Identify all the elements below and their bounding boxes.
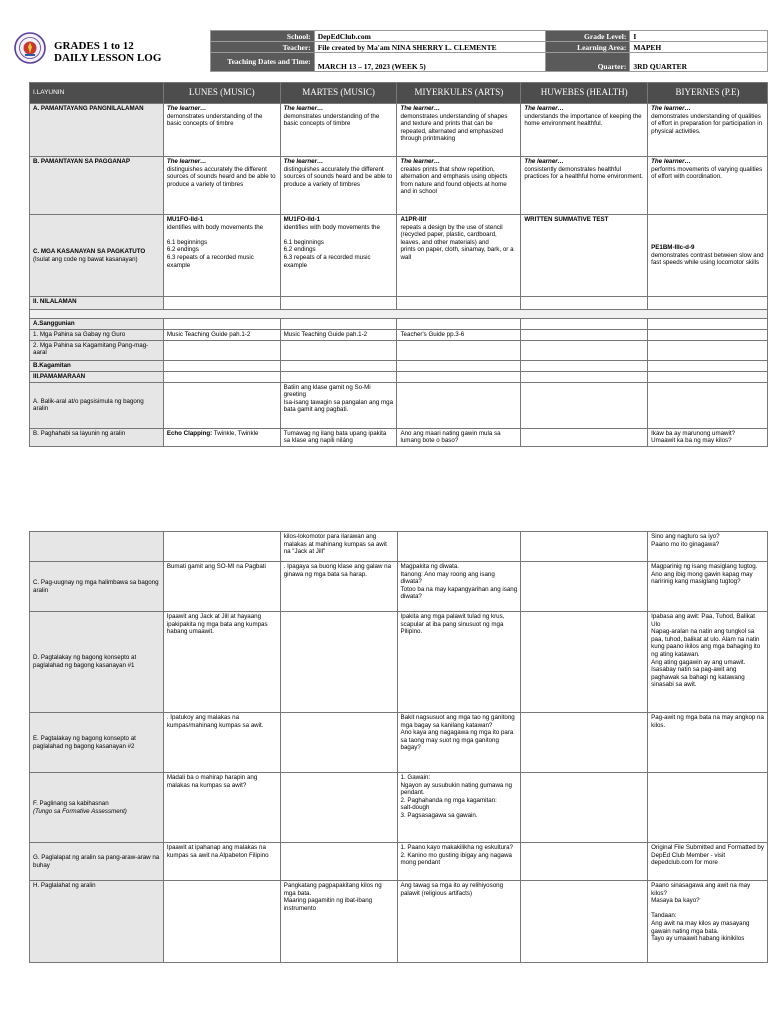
table-row	[30, 104, 768, 157]
cell	[163, 157, 280, 215]
cell: kilos-lokomotor para ilarawan ang malakas at mahinang kumpas sa awit na "Jack at Jill"	[280, 532, 397, 562]
cell-text: distinguishes accurately the different sources of sounds heard and be able to produce a variety of timbres	[283, 165, 393, 188]
cell: Teacher's Guide pp.3-6	[397, 330, 521, 341]
cell	[163, 104, 280, 157]
col-header-thursday: HUWEBES (HEALTH)	[521, 83, 648, 104]
cell: . Ipatukoy ang malakas na kumpas/mahinang kumpas sa awit.	[163, 713, 280, 773]
section-row	[30, 360, 768, 371]
cell-text: creates prints that show repetition, alternation and emphasis using objects from nature and found objects at home and in school	[400, 165, 508, 196]
cell: Ipaawit ang Jack at Jill at hayaang ipakipakita ng mga bata ang kumpas habang umaawit.	[163, 612, 280, 713]
cell-lead: The learner…	[400, 105, 441, 112]
competency-code: A1PR-IIIf	[400, 216, 427, 223]
cell: Ikaw ba ay marunong umawit? Umaawit ka ba ng may kilos?	[648, 428, 768, 446]
cell	[163, 428, 280, 446]
cell-lead: The learner…	[400, 158, 441, 165]
cell-text: demonstrates understanding of the basic concepts of timbre	[283, 112, 380, 128]
cell	[648, 104, 768, 157]
cell: Ipakita ang mga palawit tulad ng krus, scapular at iba pang sinusuot ng mga Pilipino.	[397, 612, 521, 713]
table-row	[30, 157, 768, 215]
row-label: 1. Mga Pahina sa Gabay ng Guro	[30, 330, 164, 341]
cell-text: identifies with body movements the 6.1 beginnings 6.2 endings 6.3 repeats of a recorded music example	[283, 223, 380, 269]
cell: Sino ang nagturo sa iyo? Paano mo ito ginagawa?	[648, 532, 768, 562]
cell-lead: The learner…	[166, 158, 207, 165]
grade-value: I	[630, 31, 768, 42]
cell-lead: The learner…	[166, 105, 207, 112]
cell-lead: The learner…	[651, 158, 691, 165]
cell	[280, 215, 397, 297]
col-header-monday: LUNES (MUSIC)	[163, 83, 280, 104]
cell: . Ipagaya sa buong klase ang galaw na ginawa ng mga bata sa harap.	[280, 562, 397, 612]
cell: Tumawag ng ilang bata upang ipakita sa klase ang napili niláng	[280, 428, 397, 446]
section-label: B.Kagamitan	[30, 360, 164, 371]
area-label: Learning Area:	[546, 42, 630, 53]
cell: 1. Gawain: Ngayon ay susubukin nating gumawa ng pendant. 2. Paghahanda ng mga kagamitan: salt-dough 3. Pagsasagawa sa gawain.	[397, 773, 521, 843]
document-title	[54, 40, 161, 64]
cell: Ipaawit at ipahanap ang malakas na kumpas sa awit na Alpabeton Filipino	[163, 843, 280, 881]
cell	[280, 157, 397, 215]
row-label	[30, 215, 164, 297]
cell	[397, 104, 521, 157]
cell-lead: The learner…	[651, 105, 691, 112]
competency-code: MU1FO-IId-1	[283, 216, 321, 223]
cell: Pangkatang pagpapakitang kilos ng mga bata. Maaring pagamitin ng ibat-ibang instrumento	[280, 881, 397, 963]
row-label: D. Pagtalakay ng bagong konsepto at paglalahad ng bagong kasanayan #1	[30, 612, 164, 713]
lesson-table-page-1	[29, 82, 768, 447]
cell: Bakit nagsusuot ang mga tao ng ganitong mga bagay sa kanilang katawan? Ano kaya ang nagagawa ng mga ito para sa taong may suot ng mga ganitong bagay?	[397, 713, 521, 773]
cell: Pag-awit ng mga bata na may angkop na kilos.	[648, 713, 768, 773]
row-label-text: F. Paglinang sa kabihasnan	[33, 799, 109, 807]
quarter-value: 3RD QUARTER	[630, 53, 768, 72]
cell-lead: The learner…	[283, 158, 324, 165]
cell	[648, 157, 768, 215]
section-label: A.Sanggunian	[30, 319, 164, 330]
table-row	[30, 612, 768, 713]
cell-text: performs movements of varying qualities of effort with coordination.	[651, 165, 763, 181]
row-label: C. Pag-uugnay ng mga halimbawa sa bagong aralin	[30, 562, 164, 612]
cell-lead: The learner…	[283, 105, 324, 112]
row-label: B. Paghahabi sa layunin ng aralin	[30, 428, 164, 446]
section-label: II. NILALAMAN	[30, 297, 164, 310]
cell: Ipabasa ang awit: Paa, Tuhod, Balikat Ulo Napag-aralan na natin ang tungkol sa paa, tuhod, balikat at ulo. Alam na natin kung paano ikilos ang mga bahaging ito ng ating katawan. Ang ating gagawin ay ang umawit. Isasabay natin sa pag-awit ang paghawak sa bahagi ng katawang sinasabi sa awit.	[648, 612, 768, 713]
table-row	[30, 330, 768, 341]
cell-text: consistently demonstrates healthful practices for a healthful home environment.	[524, 165, 643, 181]
teacher-value: File created by Ma'am NINA SHERRY L. CLEMENTE	[314, 42, 546, 53]
cell	[280, 104, 397, 157]
row-label-text: C. MGA KASANAYAN SA PAGKATUTO	[33, 247, 146, 255]
table-row	[30, 773, 768, 843]
cell-text: demonstrates understanding of shapes and texture and prints that can be repeated, alternated and emphasized through printmaking	[400, 112, 508, 143]
lesson-meta-table	[210, 30, 768, 72]
row-label: 2. Mga Pahina sa Kagamitang Pang-mag-aaral	[30, 340, 164, 360]
cell: Batiin ang klase gamit ng So-Mi greeting Isa-isang tawagin sa pangalan ang mga bata gamit ang pagbati.	[280, 382, 397, 428]
cell: Madali ba o mahirap harapin ang malakas na kumpas sa awit?	[163, 773, 280, 843]
table-row	[30, 843, 768, 881]
row-label-note: (Tungo sa Formative Assessment)	[33, 807, 127, 815]
title-line-1: GRADES 1 to 12	[54, 40, 134, 52]
cell: Original File Submitted and Formatted by DepEd Club Member - visit depedclub.com for more	[648, 843, 768, 881]
cell: Ang tawag sa mga ito ay relihiyosong palawit (religious artifacts)	[397, 881, 521, 963]
cell-lead: The learner…	[524, 105, 564, 112]
title-line-2: DAILY LESSON LOG	[54, 52, 162, 64]
cell-text: understands the importance of keeping the home environment healthful.	[524, 112, 642, 128]
cell-text: demonstrates contrast between slow and fast speeds while using locomotor skills	[651, 251, 764, 267]
cell	[397, 157, 521, 215]
dates-label: Teaching Dates and Time:	[211, 53, 315, 72]
row-label: H. Paglalahat ng aralin	[30, 881, 164, 963]
table-row	[30, 215, 768, 297]
competency-code: MU1FO-IId-1	[166, 216, 204, 223]
col-header-wednesday: MIYERKULES (ARTS)	[397, 83, 521, 104]
school-label: School:	[211, 31, 315, 42]
row-label: A. PAMANTAYANG PANGNILALAMAN	[30, 104, 164, 157]
cell	[521, 104, 648, 157]
cell-text: Twinkle, Twinkle	[212, 429, 259, 437]
section-row	[30, 297, 768, 310]
cell-text: identifies with body movements the 6.1 beginnings 6.2 endings 6.3 repeats of a recorded music example	[166, 223, 264, 269]
cell-text: demonstrates understanding of the basic concepts of timbre	[166, 112, 263, 128]
competency-code: PE1BM-IIIc-d-9	[651, 244, 695, 252]
row-label: G. Paglalapat ng aralin sa pang-araw-araw na buhay	[30, 843, 164, 881]
area-value: MAPEH	[630, 42, 768, 53]
dates-value: MARCH 13 – 17, 2023 (WEEK 5)	[314, 53, 546, 72]
row-label: B. PAMANTAYAN SA PAGGANAP	[30, 157, 164, 215]
cell: 1. Paano kayo makakilikha ng eskultura? 2. Kanino mo gusting ibigay ang nagawa mong pendant	[397, 843, 521, 881]
cell	[648, 215, 768, 297]
cell	[397, 215, 521, 297]
col-header-tuesday: MARTES (MUSIC)	[280, 83, 397, 104]
section-label: III.PAMAMARAAN	[30, 371, 164, 382]
school-value: DepEdClub.com	[314, 31, 546, 42]
section-row	[30, 371, 768, 382]
cell-bold: Echo Clapping:	[166, 429, 213, 437]
section-row	[30, 319, 768, 330]
cell: Music Teaching Guide pah.1-2	[163, 330, 280, 341]
column-header-row	[30, 83, 768, 104]
cell: Bumati gamit ang SO-MI na Pagbati	[163, 562, 280, 612]
cell	[521, 215, 648, 297]
cell-text: repeats a design by the use of stencil (recycled paper, plastic, cardboard, leaves, and other materials) and prints on paper, cloth, sinamay, bark, or a wall	[400, 223, 514, 261]
table-row	[30, 428, 768, 446]
cell-lead: The learner…	[524, 158, 564, 165]
table-row	[30, 713, 768, 773]
table-row	[30, 562, 768, 612]
cell	[521, 157, 648, 215]
cell-text: demonstrates understanding of qualities of effort in preparation for participation in physical activities.	[651, 112, 763, 135]
table-row	[30, 881, 768, 963]
table-row	[30, 532, 768, 562]
grade-label: Grade Level:	[546, 31, 630, 42]
table-row	[30, 340, 768, 360]
col-header-friday: BIYERNES (P.E)	[648, 83, 768, 104]
cell: Music Teaching Guide pah.1-2	[280, 330, 397, 341]
quarter-label: Quarter:	[546, 53, 630, 72]
deped-seal-icon	[14, 32, 46, 64]
row-label	[30, 773, 164, 843]
lesson-table-page-2	[29, 531, 768, 963]
cell-text: distinguishes accurately the different sources of sounds heard and be able to produce a variety of timbres	[166, 165, 276, 188]
cell: Magparinig ng isang masiglang tugtog. Ano ang ibig mong gawin kapag may naririnig kang masiglang tugtog?	[648, 562, 768, 612]
table-row	[30, 382, 768, 428]
teacher-label: Teacher:	[211, 42, 315, 53]
row-label: A. Balik-aral at/o pagsisimula ng bagong aralin	[30, 382, 164, 428]
col-header-layunin: I.LAYUNIN	[30, 83, 164, 104]
cell: Magpakita ng diwata. Itanong: Ano may roong ang isang diwata? Totoo ba na may kapangyarihan ang isang diwata?	[397, 562, 521, 612]
cell: Ano ang maari nating gawin mula sa lumang bote o baso?	[397, 428, 521, 446]
row-label-note: (Isulat ang code ng bawat kasanayan)	[33, 255, 138, 263]
cell-text: WRITTEN SUMMATIVE TEST	[524, 216, 609, 223]
cell: Paano sinasagawa ang awit na may kilos? Masaya ba kayo? Tandaan: Ang awit na may kilos ay masayang gawain nating mga bata. Tayo ay umaawit habang ikinikilos	[648, 881, 768, 963]
cell	[163, 215, 280, 297]
spacer-row	[30, 310, 768, 319]
row-label: E. Pagtalakay ng bagong konsepto at paglalahad ng bagong kasanayan #2	[30, 713, 164, 773]
